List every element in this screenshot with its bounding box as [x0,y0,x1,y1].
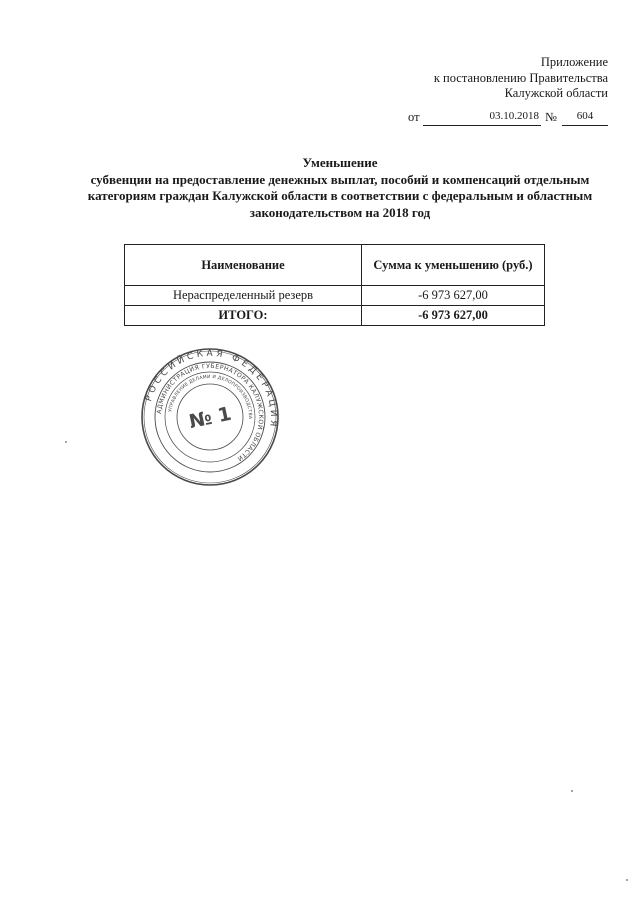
document-title [40,155,640,221]
official-seal [140,347,280,487]
total-amount: -6 973 627,00 [362,306,545,326]
total-label: ИТОГО: [125,306,362,326]
row-amount: -6 973 627,00 [362,286,545,306]
resolution-date: 03.10.2018 [423,109,541,126]
column-header-amount: Сумма к уменьшению (руб.) [362,245,545,286]
number-sign: № [545,110,557,124]
resolution-number: 604 [562,109,608,126]
seal-inner-text: УПРАВЛЕНИЕ ДЕЛАМИ И ДЕЛОПРОИЗВОДСТВА [168,374,253,420]
total-row [125,306,545,326]
scan-speck [65,441,67,443]
title-line-2: субвенции на предоставление денежных выплат, пособий и компенсаций отдельным [90,171,590,187]
table-row [125,286,545,306]
scan-speck [571,790,573,792]
seal-center-text: № 1 [187,402,234,434]
appendix-title: Приложение [540,55,608,69]
appendix-header [408,55,608,126]
column-header-name: Наименование [125,245,362,286]
row-name: Нераспределенный резерв [125,286,362,306]
reduction-table [124,244,545,326]
region-name: Калужской области [504,86,608,100]
date-prefix: от [408,110,420,124]
seal-ring-text: АДМИНИСТРАЦИЯ ГУБЕРНАТОРА КАЛУЖСКОЙ ОБЛАСТИ [156,362,265,463]
title-line-3: категориям граждан Калужской области в соответствии с федеральным и областным [87,188,593,203]
table-header-row [125,245,545,286]
scan-speck [626,879,628,881]
seal-outer-text: РОССИЙСКАЯ ФЕДЕРАЦИЯ [144,348,279,430]
date-number-line [408,108,608,126]
title-line-1: Уменьшение [302,155,378,170]
title-line-4: законодательством на 2018 год [249,204,431,220]
resolution-reference: к постановлению Правительства [433,70,608,85]
